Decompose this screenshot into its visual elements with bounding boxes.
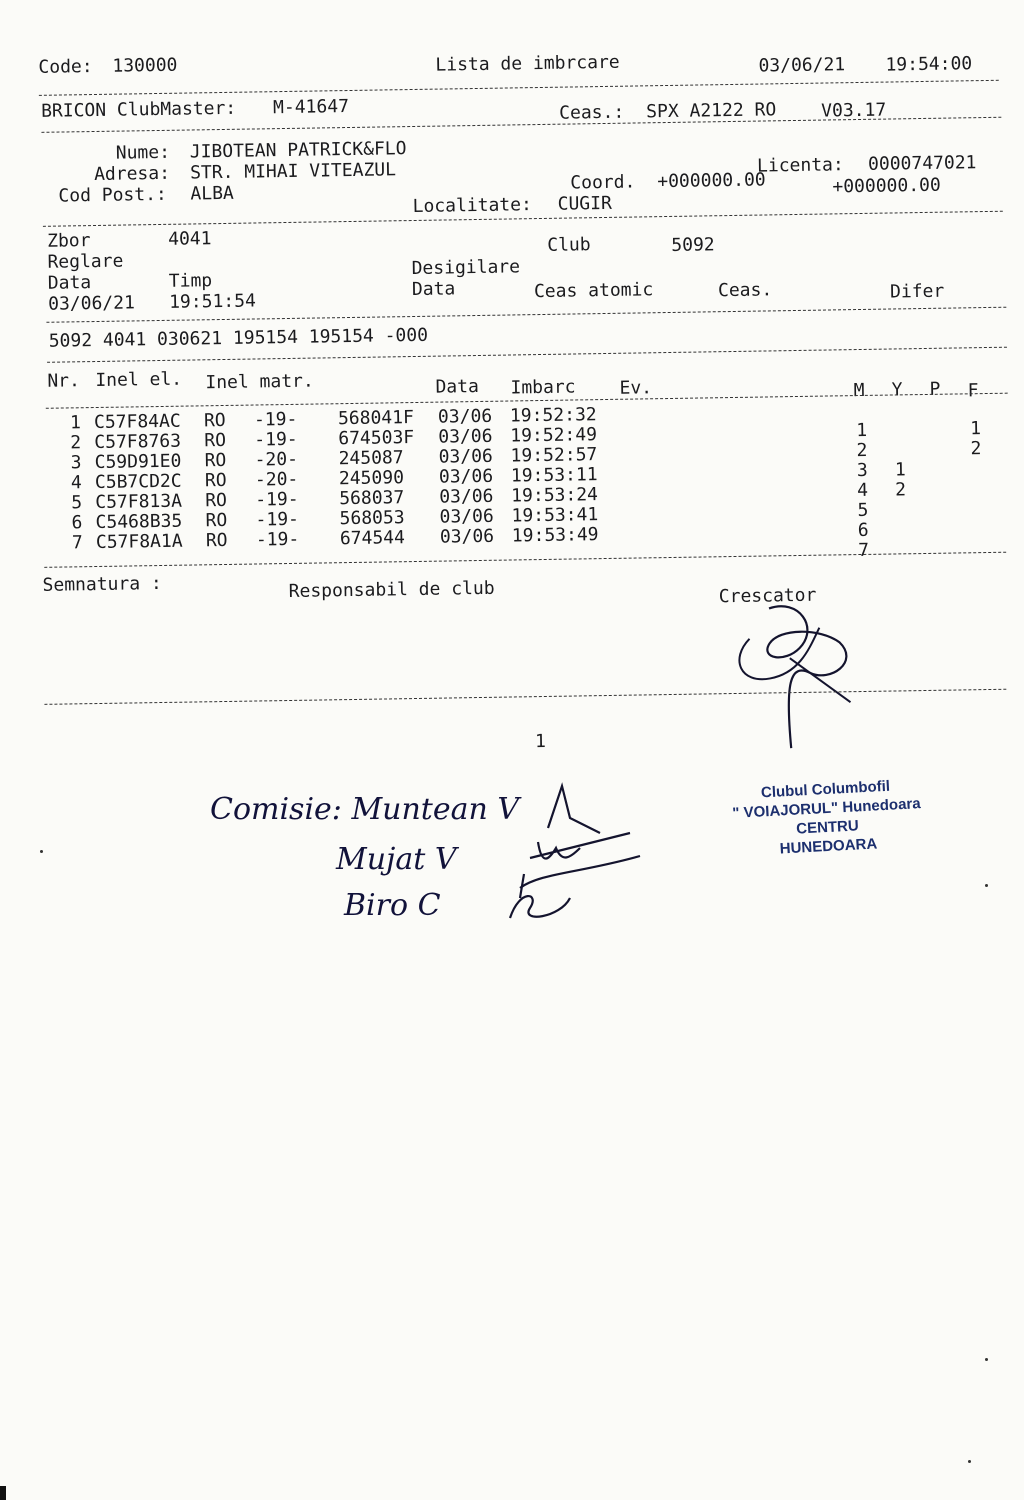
row-y: 1: [894, 459, 906, 481]
ceas-atomic-label: Ceas atomic: [533, 279, 654, 303]
row-year: -19-: [255, 488, 299, 511]
document-title: Lista de imbrcare: [435, 51, 620, 76]
row-time: 19:53:11: [510, 464, 598, 487]
row-matr: 245090: [338, 467, 405, 490]
stamp-line: Clubul Columbofil: [760, 777, 891, 802]
name-label: Nume:: [115, 141, 171, 164]
speck: [968, 1460, 971, 1463]
reglare-data-label: Data: [47, 272, 92, 294]
row-nr: 6: [71, 512, 83, 534]
page-number: 1: [534, 730, 547, 753]
row-m: 3: [856, 459, 868, 482]
address-label: Adresa:: [93, 162, 171, 186]
device-value: M-41647: [272, 95, 350, 119]
reglare-timp-label: Timp: [168, 270, 213, 292]
row-m: 6: [857, 519, 869, 542]
speck: [985, 1358, 988, 1361]
row-time: 19:52:32: [509, 404, 597, 427]
row-time: 19:52:57: [510, 444, 598, 467]
desigilare-data-label: Data: [411, 278, 456, 301]
col-y: Y: [891, 379, 903, 401]
row-date: 03/06: [438, 465, 494, 488]
code-value: 130000: [112, 54, 178, 77]
col-inel-el: Inel el.: [95, 368, 183, 392]
row-matr: 674503F: [338, 427, 415, 450]
print-time: 19:54:00: [885, 53, 973, 76]
row-y: 2: [895, 479, 907, 501]
ceas-label: Ceas.: [717, 279, 773, 302]
club-stamp: [710, 774, 944, 862]
crescator-label: Crescator: [718, 584, 817, 608]
club-label: Club: [547, 234, 591, 256]
breeder-signature: [729, 587, 872, 759]
commission-signatures: [500, 778, 670, 938]
code-label: Code:: [38, 56, 93, 78]
row-inel-el: C57F8763: [94, 430, 182, 454]
col-nr: Nr.: [47, 370, 81, 392]
divider: [39, 80, 999, 96]
row-inel-el: C57F813A: [95, 490, 183, 514]
row-matr: 568053: [339, 507, 405, 530]
locality-label: Localitate:: [412, 194, 533, 218]
club-value: 5092: [671, 234, 715, 256]
row-matr: 245087: [338, 447, 404, 470]
col-data: Data: [435, 375, 480, 398]
coord-x: +000000.00: [657, 169, 766, 193]
row-year: -19-: [255, 528, 300, 551]
page-corner-mark: [0, 1486, 6, 1500]
clock-label: Ceas.:: [559, 101, 625, 124]
row-m: 1: [856, 419, 868, 442]
row-nr: 2: [70, 432, 82, 454]
row-year: -19-: [255, 508, 300, 531]
row-inel-el: C57F8A1A: [95, 530, 183, 554]
row-inel-el: C5B7CD2C: [94, 470, 182, 494]
col-f: F: [967, 380, 979, 402]
row-year: -20-: [254, 468, 299, 491]
clock-value: SPX A2122 RO: [646, 99, 777, 123]
row-m: 2: [856, 439, 868, 462]
row-f: 2: [970, 438, 982, 460]
row-nr: 4: [70, 472, 82, 494]
col-p: P: [929, 378, 941, 400]
row-year: -20-: [254, 448, 299, 471]
row-country: RO: [205, 529, 228, 552]
semnatura-label: Semnatura :: [42, 572, 162, 596]
row-time: 19:53:49: [511, 524, 599, 547]
row-matr: 674544: [339, 527, 406, 550]
row-m: 5: [857, 499, 869, 522]
col-inel-matr: Inel matr.: [205, 370, 314, 394]
col-m: M: [853, 379, 865, 402]
device-label: BRICON ClubMaster:: [40, 97, 237, 122]
stamp-line: CENTRU: [795, 817, 860, 838]
handwritten-biro: Biro C: [344, 888, 441, 923]
row-date: 03/06: [439, 505, 494, 528]
row-inel-el: C5468B35: [95, 510, 183, 534]
coord-label: Coord.: [570, 171, 636, 194]
license-label: Licenta:: [756, 154, 844, 177]
col-imbarc: Imbarc: [510, 376, 576, 399]
stamp-line: " VOIAJORUL" Hunedoara: [731, 795, 922, 822]
desigilare-label: Desigilare: [411, 256, 521, 280]
col-ev: Ev.: [619, 377, 653, 399]
row-date: 03/06: [439, 485, 494, 508]
postal-value: ALBA: [190, 182, 234, 205]
row-date: 03/06: [439, 525, 495, 548]
locality-value: CUGIR: [557, 192, 612, 215]
reglare-date: 03/06/21: [47, 292, 136, 315]
row-nr: 7: [71, 532, 83, 554]
handwritten-mujat: Mujat V: [336, 842, 457, 877]
row-matr: 568041F: [337, 407, 415, 430]
row-date: 03/06: [438, 445, 493, 468]
coord-y: +000000.00: [832, 174, 941, 198]
fancier-name: JIBOTEAN PATRICK&FLO: [189, 138, 407, 163]
software-version: V03.17: [821, 99, 887, 122]
postal-label: Cod Post.:: [58, 183, 167, 207]
row-m: 4: [857, 479, 869, 502]
row-year: -19-: [254, 428, 298, 451]
row-matr: 568037: [339, 487, 405, 510]
reglare-label: Reglare: [47, 250, 124, 273]
speck: [985, 884, 988, 887]
zbor-label: Zbor: [46, 230, 91, 252]
row-inel-el: C57F84AC: [93, 410, 181, 434]
row-nr: 5: [71, 492, 83, 514]
row-country: RO: [204, 429, 227, 452]
row-year: -19-: [253, 408, 298, 431]
row-date: 03/06: [438, 425, 493, 448]
reglare-time: 19:51:54: [168, 290, 256, 313]
row-country: RO: [203, 409, 226, 432]
row-date: 03/06: [437, 405, 493, 428]
zbor-value: 4041: [167, 228, 212, 250]
license-value: 0000747021: [867, 152, 977, 175]
row-time: 19:52:49: [510, 424, 598, 447]
row-country: RO: [205, 509, 228, 532]
row-nr: 1: [69, 412, 82, 434]
handwritten-comisie: Comisie: Muntean V: [210, 792, 520, 827]
row-country: RO: [204, 469, 227, 492]
row-time: 19:53:24: [511, 484, 599, 507]
difer-label: Difer: [889, 280, 945, 303]
row-f: 1: [970, 418, 982, 440]
speck: [40, 850, 43, 853]
row-inel-el: C59D91E0: [94, 450, 182, 474]
row-country: RO: [204, 449, 227, 472]
stamp-line: HUNEDOARA: [779, 835, 878, 858]
fancier-address: STR. MIHAI VITEAZUL: [189, 159, 397, 184]
row-nr: 3: [70, 452, 82, 474]
print-date: 03/06/21: [758, 54, 846, 77]
extra-m-value: 7: [857, 539, 870, 562]
summary-line: 5092 4041 030621 195154 195154 -000: [48, 324, 429, 352]
row-time: 19:53:41: [511, 504, 599, 527]
responsabil-label: Responsabil de club: [288, 577, 495, 603]
row-country: RO: [205, 489, 228, 512]
